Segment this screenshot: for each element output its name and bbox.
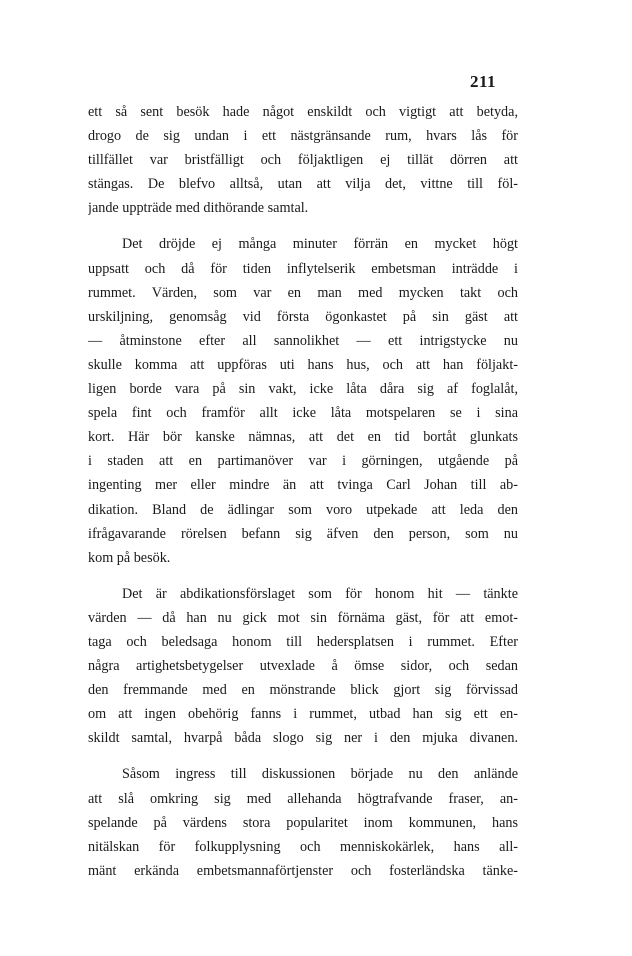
text-line: drogo de sig undan i ett nästgränsande rum, hvars lås för [88, 128, 518, 145]
text-line: ligen borde vara på sin vakt, icke låta dåra sig af foglalåt, [88, 381, 518, 398]
text-line: ett så sent besök hade något enskildt och vigtigt att betyda, [88, 104, 518, 120]
body-text [88, 100, 518, 895]
text-line: i staden att en partimanöver var i görningen, utgående på [88, 453, 518, 470]
paragraph-3 [88, 582, 518, 751]
text-line: den fremmande med en mönstrande blick gjort sig förvissad [88, 682, 518, 699]
text-line: värden — då han nu gick mot sin förnäma gäst, för att emot- [88, 609, 518, 626]
text-line: taga och beledsaga honom till hedersplatsen i rummet. Efter [88, 633, 518, 650]
paragraph-1 [88, 100, 518, 220]
text-line: skulle komma att uppföras uti hans hus, och att han följakt- [88, 356, 518, 373]
text-line: om att ingen obehörig fanns i rummet, utbad han sig ett en- [88, 706, 518, 723]
paragraph-2 [88, 232, 518, 569]
text-line: spelande på värdens stora popularitet inom kommunen, hans [88, 814, 518, 831]
text-line: nitälskan för folkupplysning och menniskokärlek, hans all- [88, 838, 518, 855]
text-line: kom på besök. [88, 549, 171, 566]
text-line: Det dröjde ej många minuter förrän en mycket högt [122, 236, 518, 253]
text-line: uppsatt och då för tiden inflytelserik embetsman inträdde i [88, 260, 518, 277]
text-line: rummet. Värden, som var en man med mycken takt och [88, 284, 518, 301]
text-line: jande uppträde med dithörande samtal. [88, 200, 309, 217]
text-line: Såsom ingress till diskussionen började nu den anlände [122, 766, 518, 783]
text-line: skildt samtal, hvarpå båda slogo sig ner i den mjuka divanen. [88, 730, 518, 747]
text-line: att slå omkring sig med allehanda högtrafvande fraser, an- [88, 790, 518, 807]
text-line: spela fint och framför allt icke låta motspelaren se i sina [88, 405, 518, 422]
text-line: ingenting mer eller mindre än att tvinga Carl Johan till ab- [88, 477, 518, 494]
text-line: ifrågavarande rörelsen befann sig äfven den person, som nu [88, 525, 518, 542]
text-line: urskiljning, genomsåg vid första ögonkastet på sin gäst att [88, 308, 518, 325]
paragraph-4 [88, 762, 518, 882]
text-line: — åtminstone efter all sannolikhet — ett intrigstycke nu [88, 332, 518, 349]
text-line: mänt erkända embetsmannaförtjenster och fosterländska tänke- [88, 862, 518, 879]
text-line: stängas. De blefvo alltså, utan att vilja det, vittne till föl- [88, 176, 518, 193]
text-line: dikation. Bland de ädlingar som voro utpekade att leda den [88, 501, 518, 518]
page-number: 211 [470, 72, 497, 91]
text-line: några artighetsbetygelser utvexlade å ömse sidor, och sedan [88, 658, 518, 675]
text-line: tillfället var bristfälligt och följaktligen ej tillät dörren att [88, 152, 518, 169]
text-line: Det är abdikationsförslaget som för honom hit — tänkte [122, 585, 518, 602]
text-line: kort. Här bör kanske nämnas, att det en tid bortåt glunkats [88, 429, 518, 446]
